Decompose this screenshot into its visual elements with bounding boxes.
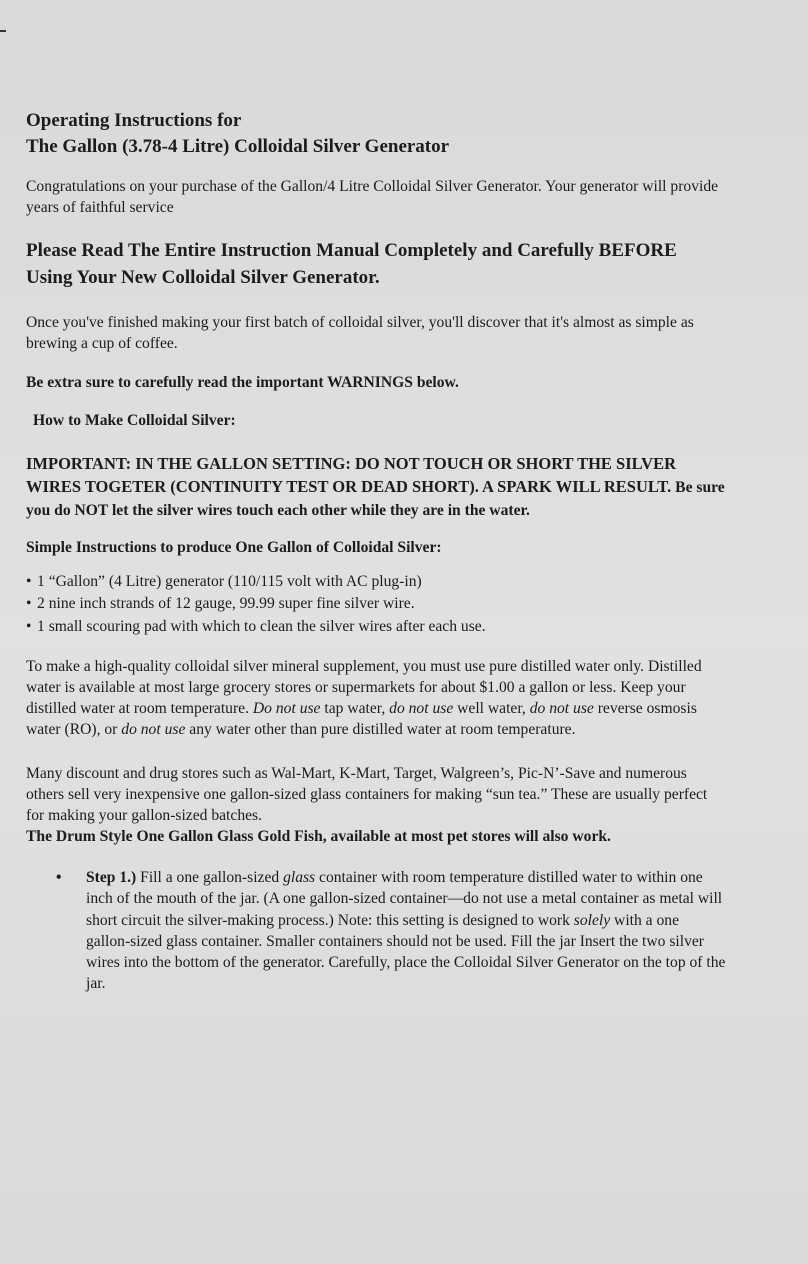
simplicity-paragraph: Once you've finished making your first batch of colloidal silver, you'll discover that it's almost as simple as brewing a cup of coffee. xyxy=(26,314,694,352)
list-item: • 1 “Gallon” (4 Litre) generator (110/115 volt with AC plug-in) xyxy=(26,571,726,594)
simple-instructions-heading: Simple Instructions to produce One Gallon of Colloidal Silver: xyxy=(26,538,442,556)
read-manual-notice: Please Read The Entire Instruction Manual Completely and Carefully BEFORE Using Your New Colloidal Silver Generator. xyxy=(26,240,677,288)
stores-paragraph: Many discount and drug stores such as Wal-Mart, K-Mart, Target, Walgreen’s, Pic-N’-Save and numerous others sell very inexpensive one gallon-sized glass containers for making “sun tea.” These are usually perfect for making your gallon-sized batches. xyxy=(26,765,708,824)
water-text-2: tap water, xyxy=(320,700,390,717)
step-1-text-3: with a one gallon-sized glass container. Smaller containers should not be used. Fill the jar Insert the two silver wires into the bottom of the generator. Carefully, place the Colloidal Silver Generator on the top of the jar. xyxy=(86,911,726,993)
step-1 xyxy=(26,867,726,995)
water-emphasis-1: Do not use xyxy=(252,700,321,717)
bullet-icon: • xyxy=(56,869,62,886)
materials-list xyxy=(26,571,726,639)
water-emphasis-2: do not use xyxy=(389,700,454,717)
title-line-2: The Gallon (3.78-4 Litre) Colloidal Silver Generator xyxy=(26,136,450,157)
water-text-3: well water, xyxy=(453,700,530,717)
intro-paragraph: Congratulations on your purchase of the Gallon/4 Litre Colloidal Silver Generator. Your generator will provide years of faithful service xyxy=(26,178,719,216)
step-1-text-2: container with room temperature distilled water to within one inch of the mouth of the jar. (A one gallon-sized container—do not use a metal container as metal will short circuit the silver-making process.) Note: this setting is designed to work xyxy=(86,869,723,929)
water-text-4: reverse osmosis water (RO), or xyxy=(26,700,697,738)
steps-list xyxy=(26,867,726,995)
step-1-text-1: Fill a one gallon-sized xyxy=(136,869,284,886)
important-warning-rest: Be sure you do NOT let the silver wires touch each other while they are in the water. xyxy=(26,478,725,519)
water-emphasis-4: do not use xyxy=(121,721,186,738)
how-to-heading: How to Make Colloidal Silver: xyxy=(33,412,236,429)
edge-mark xyxy=(0,30,6,32)
instruction-page xyxy=(26,108,726,995)
drum-jar-note: The Drum Style One Gallon Glass Gold Fish, available at most pet stores will also work. xyxy=(26,828,611,845)
water-text-1: To make a high-quality colloidal silver mineral supplement, you must use pure distilled water only. Distilled water is available at most large grocery stores or supermarkets for about $1.00 a gallon or less. Keep your distilled water at room temperature. xyxy=(26,658,702,717)
list-item: • 2 nine inch strands of 12 gauge, 99.99 super fine silver wire. xyxy=(26,593,726,616)
important-warning-caps: IMPORTANT: IN THE GALLON SETTING: DO NOT TOUCH OR SHORT THE SILVER WIRES TOGETER (CONTINUITY TEST OR DEAD SHORT). A SPARK WILL RESULT. xyxy=(26,454,676,496)
warnings-notice: Be extra sure to carefully read the important WARNINGS below. xyxy=(26,374,459,391)
step-1-emphasis-1: glass xyxy=(283,869,316,886)
important-warning xyxy=(26,453,726,523)
list-item: • 1 small scouring pad with which to clean the silver wires after each use. xyxy=(26,616,726,639)
distilled-water-paragraph xyxy=(26,656,726,740)
water-emphasis-3: do not use xyxy=(529,700,594,717)
step-1-label: Step 1.) xyxy=(86,869,137,886)
title-line-1: Operating Instructions for xyxy=(26,110,242,131)
water-text-5: any water other than pure distilled water at room temperature. xyxy=(185,721,576,738)
step-1-emphasis-2: solely xyxy=(573,911,611,929)
document-title xyxy=(26,108,726,160)
